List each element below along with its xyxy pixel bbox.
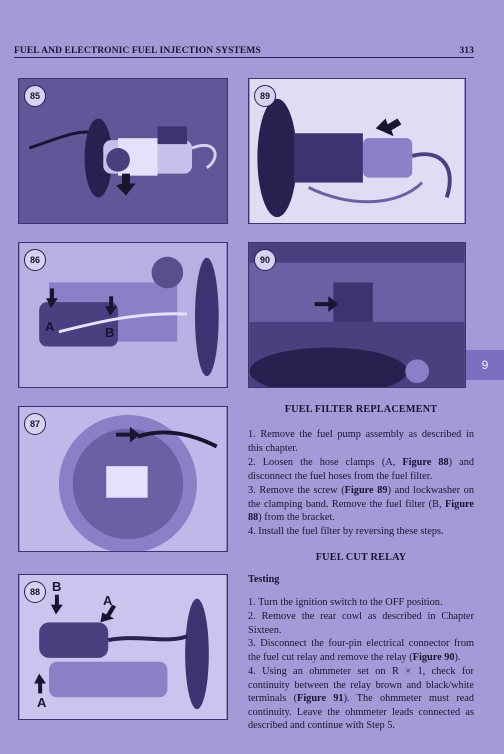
figure-reference: Figure 88 (402, 457, 449, 468)
relay-step-4: 4. Using an ohmmeter set on R × 1, check for continuity between the relay brown and black/white terminals (Figure 91). The ohmmeter must read continuity. Leave the ohmmeter leads connected as described and continue with Step 5. (248, 666, 474, 732)
figure-89 (248, 78, 466, 224)
fuel-pump-photo (19, 79, 227, 223)
callout-b: B (105, 325, 115, 340)
page-number: 313 (459, 46, 474, 56)
figure-88 (18, 574, 228, 720)
figure-reference: Figure 89 (344, 485, 388, 496)
callout-a: A (37, 695, 47, 710)
figure-reference: Figure 90 (412, 651, 455, 663)
chapter-tab: 9 (466, 350, 504, 380)
fuel-filter-step-2: 2. Loosen the hose clamps (A, Figure 88) and disconnect the fuel hoses from the fuel filter. (248, 457, 475, 482)
figure-number-89: 89 (254, 85, 276, 107)
fuel-filter-photo (249, 79, 465, 223)
header-title: FUEL AND ELECTRONIC FUEL INJECTION SYSTEMS (14, 46, 261, 56)
fuel-pump-flange-photo (19, 407, 227, 551)
figure-number-90: 90 (254, 249, 276, 271)
page-header (14, 40, 474, 56)
subheading-testing: Testing (248, 574, 280, 585)
figure-number-87: 87 (24, 413, 46, 435)
fuel-cut-relay-photo (249, 243, 465, 387)
fuel-filter-step-3: 3. Remove the screw (Figure 89) and lockwasher on the clamping band. Remove the fuel filter (B, Figure 88) from the bracket. (248, 485, 474, 524)
callout-a: A (45, 319, 55, 334)
fuel-pump-hose-clamps-photo (19, 243, 227, 387)
figure-87 (18, 406, 228, 552)
fuel-filter-clamps-photo (19, 575, 227, 719)
section-heading-fuel-filter: FUEL FILTER REPLACEMENT (284, 404, 438, 415)
figure-90 (248, 242, 466, 388)
relay-step-3: 3. Disconnect the four-pin electrical connector from the fuel cut relay and remove the relay (Figure 90). (248, 638, 474, 663)
relay-step-2: 2. Remove the rear cowl as described in Chapter Sixteen. (248, 611, 474, 636)
relay-step-1: 1. Turn the ignition switch to the OFF position. (248, 597, 443, 608)
header-rule (14, 57, 474, 58)
callout-b: B (52, 579, 62, 594)
figure-85 (18, 78, 228, 224)
figure-number-88: 88 (24, 581, 46, 603)
figure-number-86: 86 (24, 249, 46, 271)
section-heading-fuel-cut-relay: FUEL CUT RELAY (315, 552, 407, 563)
fuel-filter-step-4: 4. Install the fuel filter by reversing these steps. (248, 526, 444, 537)
figure-86 (18, 242, 228, 388)
fuel-filter-step-1: 1. Remove the fuel pump assembly as described in this chapter. (248, 429, 474, 454)
figure-reference: Figure 88 (248, 498, 474, 524)
figure-number-85: 85 (24, 85, 46, 107)
figure-reference: Figure 91 (297, 693, 344, 705)
callout-a: A (103, 593, 113, 608)
